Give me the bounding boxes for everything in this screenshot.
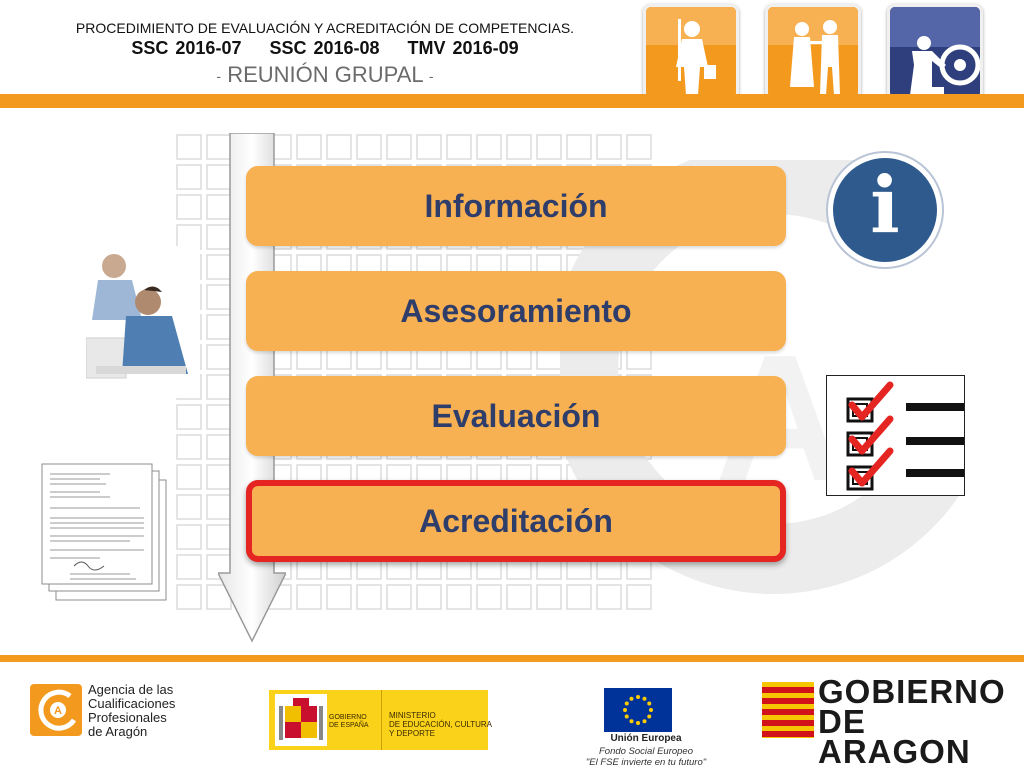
- eu-star: [643, 719, 647, 723]
- caregivers-silhouette-icon: [768, 7, 861, 100]
- eu-star: [625, 715, 629, 719]
- agencia-line: de Aragón: [88, 724, 148, 739]
- grid-cell: [177, 585, 201, 609]
- painter-silhouette-icon: [646, 7, 739, 100]
- agencia-name: [88, 683, 175, 739]
- header-subtitle-row: [0, 62, 650, 88]
- eu-star: [643, 697, 647, 701]
- gobierno-aragon-text: [818, 673, 1024, 770]
- grid-cell: [297, 135, 321, 159]
- grid-cell: [447, 585, 471, 609]
- eu-star: [647, 715, 651, 719]
- info-icon: [825, 150, 945, 270]
- grid-cell: [297, 585, 321, 609]
- grid-cell: [357, 135, 381, 159]
- grid-cell: [327, 135, 351, 159]
- grid-cell: [177, 465, 201, 489]
- info-glyph: i: [870, 160, 900, 251]
- subtitle-dash-left: -: [216, 68, 222, 85]
- header-title: PROCEDIMIENTO DE EVALUACIÓN Y ACREDITACIÓN DE COMPETENCIAS.: [75, 20, 575, 36]
- grid-cell: [387, 585, 411, 609]
- grid-cell: [417, 585, 441, 609]
- eu-star: [636, 721, 640, 725]
- union-europea-label: Unión Europea: [610, 733, 682, 744]
- advising-photo: [86, 246, 200, 398]
- step-asesoramiento[interactable]: Asesoramiento: [246, 271, 786, 351]
- spain-coat-of-arms-icon: [275, 694, 327, 746]
- eu-star: [647, 702, 651, 706]
- grid-cell: [177, 555, 201, 579]
- grid-cell: [477, 585, 501, 609]
- gobierno-espana-line: DE ESPAÑA: [329, 722, 369, 729]
- grid-cell: [357, 585, 381, 609]
- gobierno-espana-line: GOBIERNO: [329, 714, 367, 721]
- gobierno-aragon-line: DE ARAGON: [818, 703, 971, 770]
- agencia-line: Agencia de las: [88, 682, 174, 697]
- eu-star: [623, 708, 627, 712]
- step-acreditacion[interactable]: Acreditación: [246, 480, 786, 562]
- eu-star: [649, 708, 653, 712]
- grid-cell: [507, 585, 531, 609]
- grid-cell: [177, 435, 201, 459]
- caregivers-image: [765, 4, 861, 100]
- grid-cell: [537, 585, 561, 609]
- mechanic-image: [887, 4, 983, 100]
- grid-cell: [177, 525, 201, 549]
- grid-cell: [177, 135, 201, 159]
- worker-painter-image: [643, 4, 739, 100]
- checklist-icon: [826, 375, 966, 497]
- grid-cell: [177, 165, 201, 189]
- mechanic-silhouette-icon: [890, 7, 983, 100]
- step-evaluacion[interactable]: Evaluación: [246, 376, 786, 456]
- step-informacion[interactable]: Información: [246, 166, 786, 246]
- fse-slogan: "El FSE invierte en tu futuro": [585, 757, 707, 768]
- grid-cell: [567, 135, 591, 159]
- eu-star: [625, 702, 629, 706]
- header-subtitle: REUNIÓN GRUPAL: [227, 62, 423, 87]
- grid-cell: [627, 135, 651, 159]
- grid-cell: [417, 135, 441, 159]
- ministerio-line: Y DEPORTE: [389, 729, 435, 738]
- grid-cell: [597, 135, 621, 159]
- header-orange-bar: [0, 94, 1024, 108]
- header-codes: SSC 2016-07 SSC 2016-08 TMV 2016-09: [131, 38, 519, 58]
- grid-cell: [327, 585, 351, 609]
- agencia-line: Cualificaciones: [88, 696, 176, 711]
- subtitle-dash-right: -: [428, 68, 434, 85]
- eu-star: [630, 719, 634, 723]
- aragon-flag-icon: [762, 682, 814, 738]
- grid-cell: [477, 135, 501, 159]
- eu-star: [636, 695, 640, 699]
- grid-cell: [177, 405, 201, 429]
- agencia-line: Profesionales: [88, 710, 167, 725]
- grid-cell: [177, 195, 201, 219]
- footer-orange-bar: [0, 655, 1024, 662]
- ministerio-divider: [381, 690, 382, 750]
- grid-cell: [507, 135, 531, 159]
- agencia-logo-icon: [30, 684, 82, 736]
- grid-cell: [537, 135, 561, 159]
- ministerio-line: DE EDUCACIÓN, CULTURA: [389, 720, 492, 729]
- grid-cell: [387, 135, 411, 159]
- fse-label: Fondo Social Europeo: [598, 746, 693, 757]
- grid-cell: [447, 135, 471, 159]
- grid-cell: [177, 495, 201, 519]
- gobierno-aragon-line: GOBIERNO: [818, 673, 1006, 710]
- ministerio-line: MINISTERIO: [389, 711, 436, 720]
- ministerio-text: [389, 711, 492, 738]
- gobierno-espana-text: [329, 714, 369, 730]
- svg-text:A: A: [54, 705, 62, 717]
- certificate-documents: [40, 462, 170, 604]
- eu-flag-icon: [604, 688, 672, 732]
- eu-star: [630, 697, 634, 701]
